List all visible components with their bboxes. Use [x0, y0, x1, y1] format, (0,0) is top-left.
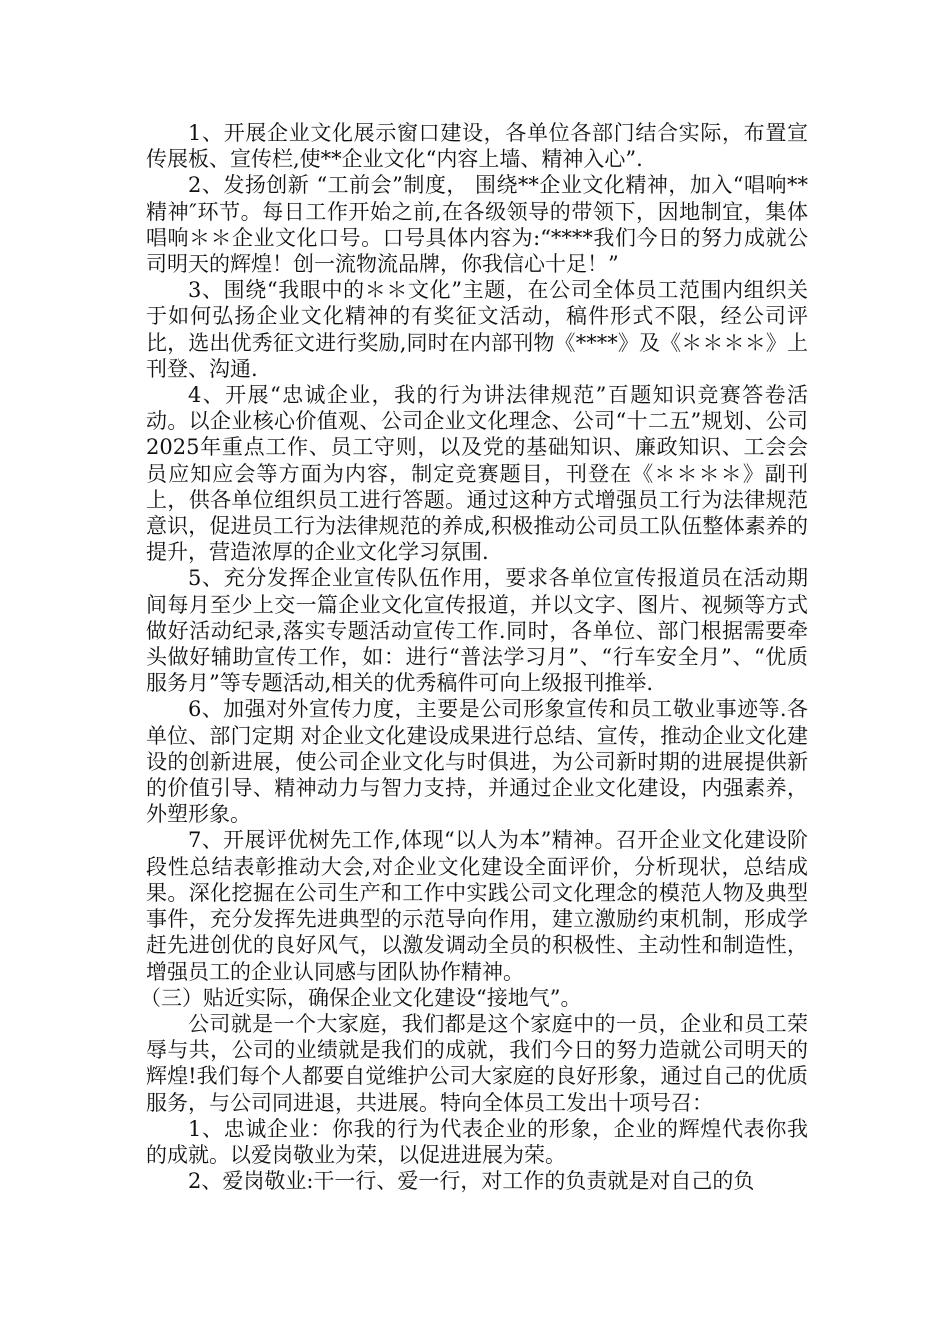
paragraph-2: 2、发扬创新 “工前会”制度， 围绕**企业文化精神，加入“唱响**精神″环节。每日工作开始之前,在各级领导的带领下，因地制宜，集体唱响＊＊企业文化口号。口号具体内容为:“****我们今日的努力成就公司明天的辉煌！创一流物流品牌，你我信心十足！”	[146, 173, 808, 277]
paragraph-4: 4、开展“忠诚企业，我的行为讲法律规范”百题知识竞赛答卷活动。以企业核心价值观、公司企业文化理念、公司“十二五”规划、公司2025年重点工作、员工守则，以及党的基础知识、廉政知识、工会会员应知应会等方面为内容，制定竞赛题目，刊登在《＊＊＊＊》副刊上，供各单位组织员工进行答题。通过这种方式增强员工行为法律规范意识，促进员工行为法律规范的养成,积极推动公司员工队伍整体素养的提升，营造浓厚的企业文化学习氛围.	[146, 383, 808, 565]
paragraph-3: 3、围绕“我眼中的＊＊文化”主题，在公司全体员工范围内组织关于如何弘扬企业文化精神的有奖征文活动，稿件形式不限，经公司评比，选出优秀征文进行奖励,同时在内部刊物《****》及《＊＊＊＊》上刊登、沟通.	[146, 278, 808, 381]
document-body	[140, 120, 808, 1194]
paragraph-6: 6、加强对外宣传力度，主要是公司形象宣传和员工敬业事迹等.各单位、部门定期 对企业文化建设成果进行总结、宣传，推动企业文化建设的创新进展，使公司企业文化与时俱进，为公司新时期的进展提供新的价值引导、精神动力与智力支持，并通过企业文化建设，内强素养，外塑形象。	[146, 697, 808, 827]
paragraph-call-2: 2、爱岗敬业:干一行、爱一行，对工作的负责就是对自己的负	[188, 1169, 755, 1194]
paragraph-7: 7、开展评优树先工作,体现“以人为本”精神。召开企业文化建设阶段性总结表彰推动大会,对企业文化建设全面评价，分析现状，总结成果。深化挖掘在公司生产和工作中实践公司文化理念的模范人物及典型事件，充分发挥先进典型的示范导向作用，建立激励约束机制，形成学赶先进创优的良好风气，以激发调动全员的积极性、主动性和制造性，增强员工的企业认同感与团队协作精神。	[146, 828, 808, 984]
paragraph-1: 1、开展企业文化展示窗口建设，各单位各部门结合实际，布置宣传展板、宣传栏,使**企业文化“内容上墙、精神入心”.	[146, 121, 808, 172]
paragraph-5: 5、充分发挥企业宣传队伍作用，要求各单位宣传报道员在活动期间每月至少上交一篇企业文化宣传报道，并以文字、图片、视频等方式做好活动纪录,落实专题活动宣传工作.同时，各单位、部门根据需要牵头做好辅助宣传工作，如：进行“普法学习月”、“行车安全月”、“优质服务月”等专题活动,相关的优秀稿件可向上级报刊推举.	[146, 566, 808, 696]
paragraph-intro: 公司就是一个大家庭，我们都是这个家庭中的一员，企业和员工荣辱与共，公司的业绩就是我们的成就，我们今日的努力造就公司明天的辉煌!我们每个人都要自觉维护公司大家庭的良好形象，通过自己的优质服务，与公司同进退，共进展。特向全体员工发出十项号召：	[146, 1011, 808, 1115]
paragraph-call-1: 1、忠诚企业：你我的行为代表企业的形象，企业的辉煌代表你我的成就。以爱岗敬业为荣，以促进进展为荣。	[146, 1116, 808, 1167]
section-heading: （三）贴近实际，确保企业文化建设“接地气”。	[140, 985, 582, 1010]
